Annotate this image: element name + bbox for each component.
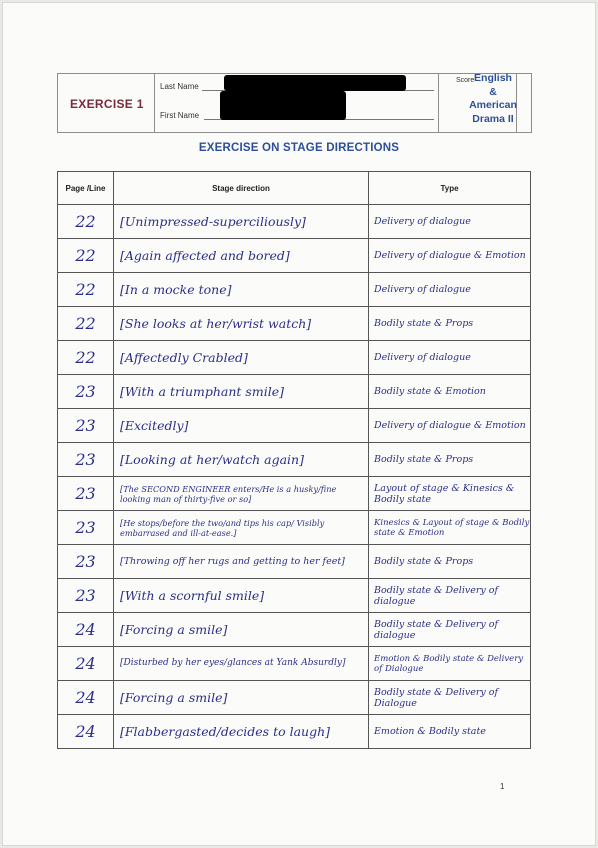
table-row [58, 239, 531, 273]
table-row [58, 715, 531, 749]
redaction-bar [220, 91, 346, 120]
type-cell: Delivery of dialogue & Emotion [369, 409, 531, 443]
page-line-cell: 23 [58, 443, 114, 477]
stage-direction-cell: [Excitedly] [114, 409, 369, 443]
stage-direction-cell: [Affectedly Crabled] [114, 341, 369, 375]
column-header: Page /Line [58, 172, 114, 205]
table-row [58, 375, 531, 409]
table-row [58, 307, 531, 341]
column-header: Type [369, 172, 531, 205]
page-line-cell: 22 [58, 307, 114, 341]
page-line-cell: 22 [58, 341, 114, 375]
page-line-cell: 22 [58, 239, 114, 273]
type-cell: Emotion & Bodily state & Delivery of Dialogue [369, 647, 531, 681]
page-line-cell: 23 [58, 375, 114, 409]
column-header: Stage direction [114, 172, 369, 205]
stage-direction-cell: [The SECOND ENGINEER enters/He is a husky/fine looking man of thirty-five or so] [114, 477, 369, 511]
table-row [58, 477, 531, 511]
table-row [58, 579, 531, 613]
table-row [58, 205, 531, 239]
table-row [58, 647, 531, 681]
page-number: 1 [500, 782, 505, 791]
page-line-cell: 23 [58, 477, 114, 511]
table-row [58, 443, 531, 477]
page-line-cell: 22 [58, 273, 114, 307]
type-cell: Emotion & Bodily state [369, 715, 531, 749]
table-header-row [58, 172, 531, 205]
type-cell: Bodily state & Props [369, 545, 531, 579]
exercise-cell [58, 74, 155, 132]
stage-direction-cell: [He stops/before the two/and tips his cap/ Visibly embarrased and ill-at-ease.] [114, 511, 369, 545]
stage-direction-cell: [Forcing a smile] [114, 681, 369, 715]
stage-directions-table [57, 171, 531, 749]
type-cell: Bodily state & Delivery of dialogue [369, 579, 531, 613]
page-line-cell: 24 [58, 715, 114, 749]
page-line-cell: 22 [58, 205, 114, 239]
type-cell: Kinesics & Layout of stage & Bodily state & Emotion [369, 511, 531, 545]
type-cell: Delivery of dialogue [369, 205, 531, 239]
table-row [58, 273, 531, 307]
stage-direction-cell: [Flabbergasted/decides to laugh] [114, 715, 369, 749]
table-row [58, 341, 531, 375]
type-cell: Delivery of dialogue [369, 273, 531, 307]
page-line-cell: 24 [58, 647, 114, 681]
type-cell: Delivery of dialogue & Emotion [369, 239, 531, 273]
table-row [58, 613, 531, 647]
course-title: English & American Drama II [469, 72, 517, 125]
type-cell: Layout of stage & Kinesics & Bodily state [369, 477, 531, 511]
stage-direction-cell: [With a triumphant smile] [114, 375, 369, 409]
type-cell: Bodily state & Props [369, 307, 531, 341]
page-line-cell: 23 [58, 579, 114, 613]
type-cell: Bodily state & Emotion [369, 375, 531, 409]
table-row [58, 681, 531, 715]
score-label: Score [456, 77, 475, 84]
name-cell [154, 74, 439, 132]
last-name-label: Last Name [160, 82, 199, 91]
page-line-cell: 23 [58, 511, 114, 545]
type-cell: Bodily state & Props [369, 443, 531, 477]
page-line-cell: 24 [58, 681, 114, 715]
stage-direction-cell: [With a scornful smile] [114, 579, 369, 613]
redaction-bar [224, 75, 406, 91]
table-row [58, 511, 531, 545]
table-row [58, 409, 531, 443]
page-line-cell: 23 [58, 545, 114, 579]
page-title: EXERCISE ON STAGE DIRECTIONS [198, 142, 400, 154]
type-cell: Bodily state & Delivery of dialogue [369, 613, 531, 647]
page-line-cell: 23 [58, 409, 114, 443]
stage-direction-cell: [Throwing off her rugs and getting to her feet] [114, 545, 369, 579]
stage-direction-cell: [In a mocke tone] [114, 273, 369, 307]
stage-direction-cell: [Forcing a smile] [114, 613, 369, 647]
stage-direction-cell: [Looking at her/watch again] [114, 443, 369, 477]
table-row [58, 545, 531, 579]
first-name-label: First Name [160, 111, 200, 120]
page-line-cell: 24 [58, 613, 114, 647]
stage-direction-cell: [She looks at her/wrist watch] [114, 307, 369, 341]
stage-direction-cell: [Again affected and bored] [114, 239, 369, 273]
type-cell: Delivery of dialogue [369, 341, 531, 375]
exercise-label: EXERCISE 1 [70, 97, 144, 111]
type-cell: Bodily state & Delivery of Dialogue [369, 681, 531, 715]
stage-direction-cell: [Disturbed by her eyes/glances at Yank Absurdly] [114, 647, 369, 681]
stage-direction-cell: [Unimpressed-superciliously] [114, 205, 369, 239]
